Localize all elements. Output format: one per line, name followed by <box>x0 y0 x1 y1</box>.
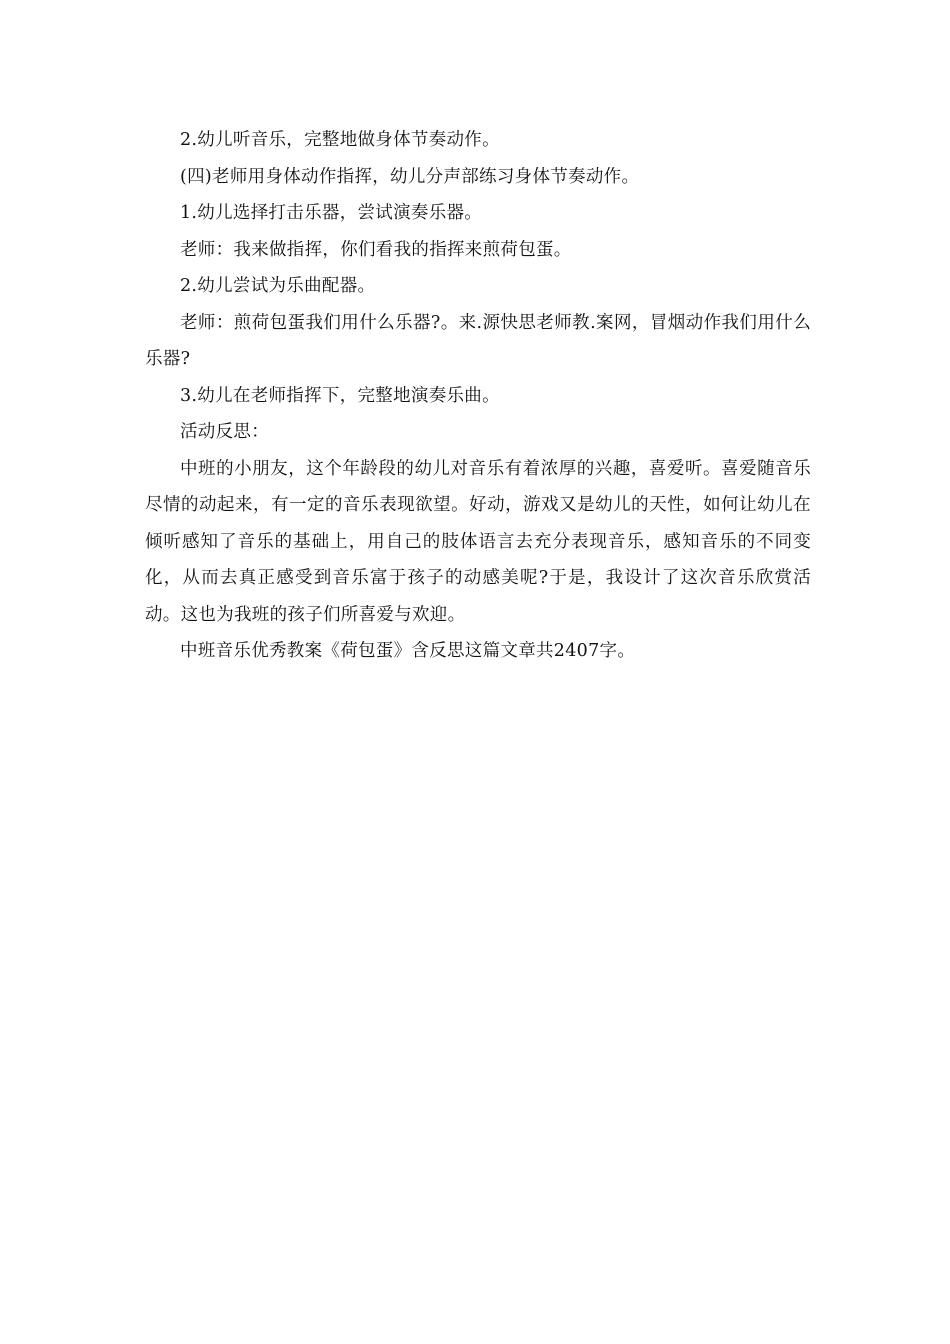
heading-activity-reflection: 活动反思： <box>180 422 269 442</box>
paragraph-reflection-body: 中班的小朋友，这个年龄段的幼儿对音乐有着浓厚的兴趣，喜爱听。喜爱随音乐尽情的动起来，有一定的音乐表现欲望。好动，游戏又是幼儿的天性，如何让幼儿在倾听感知了音乐的基础上，用自己的肢体语言去充分表现音乐，感知音乐的不同变化，从而去真正感受到音乐富于孩子的动感美呢?于是，我设计了这次音乐欣赏活动。这也为我班的孩子们所喜爱与欢迎。 <box>145 458 811 625</box>
paragraph-article-summary: 中班音乐优秀教案《荷包蛋》含反思这篇文章共2407字。 <box>180 641 636 661</box>
paragraph-step-3-perform: 3.幼儿在老师指挥下，完整地演奏乐曲。 <box>180 385 500 406</box>
document-body <box>145 122 811 670</box>
paragraph-step-2-listen: 2.幼儿听音乐，完整地做身体节奏动作。 <box>180 130 500 150</box>
paragraph-step-1-instruments: 1.幼儿选择打击乐器，尝试演奏乐器。 <box>180 203 483 223</box>
paragraph-teacher-conduct: 老师：我来做指挥，你们看我的指挥来煎荷包蛋。 <box>180 239 572 260</box>
paragraph-teacher-question: 老师：煎荷包蛋我们用什么乐器?。来.源快思老师教.案网，冒烟动作我们用什么乐器? <box>145 312 811 369</box>
paragraph-section-4: (四)老师用身体动作指挥，幼儿分声部练习身体节奏动作。 <box>180 166 640 187</box>
paragraph-step-2-orchestrate: 2.幼儿尝试为乐曲配器。 <box>180 276 376 296</box>
